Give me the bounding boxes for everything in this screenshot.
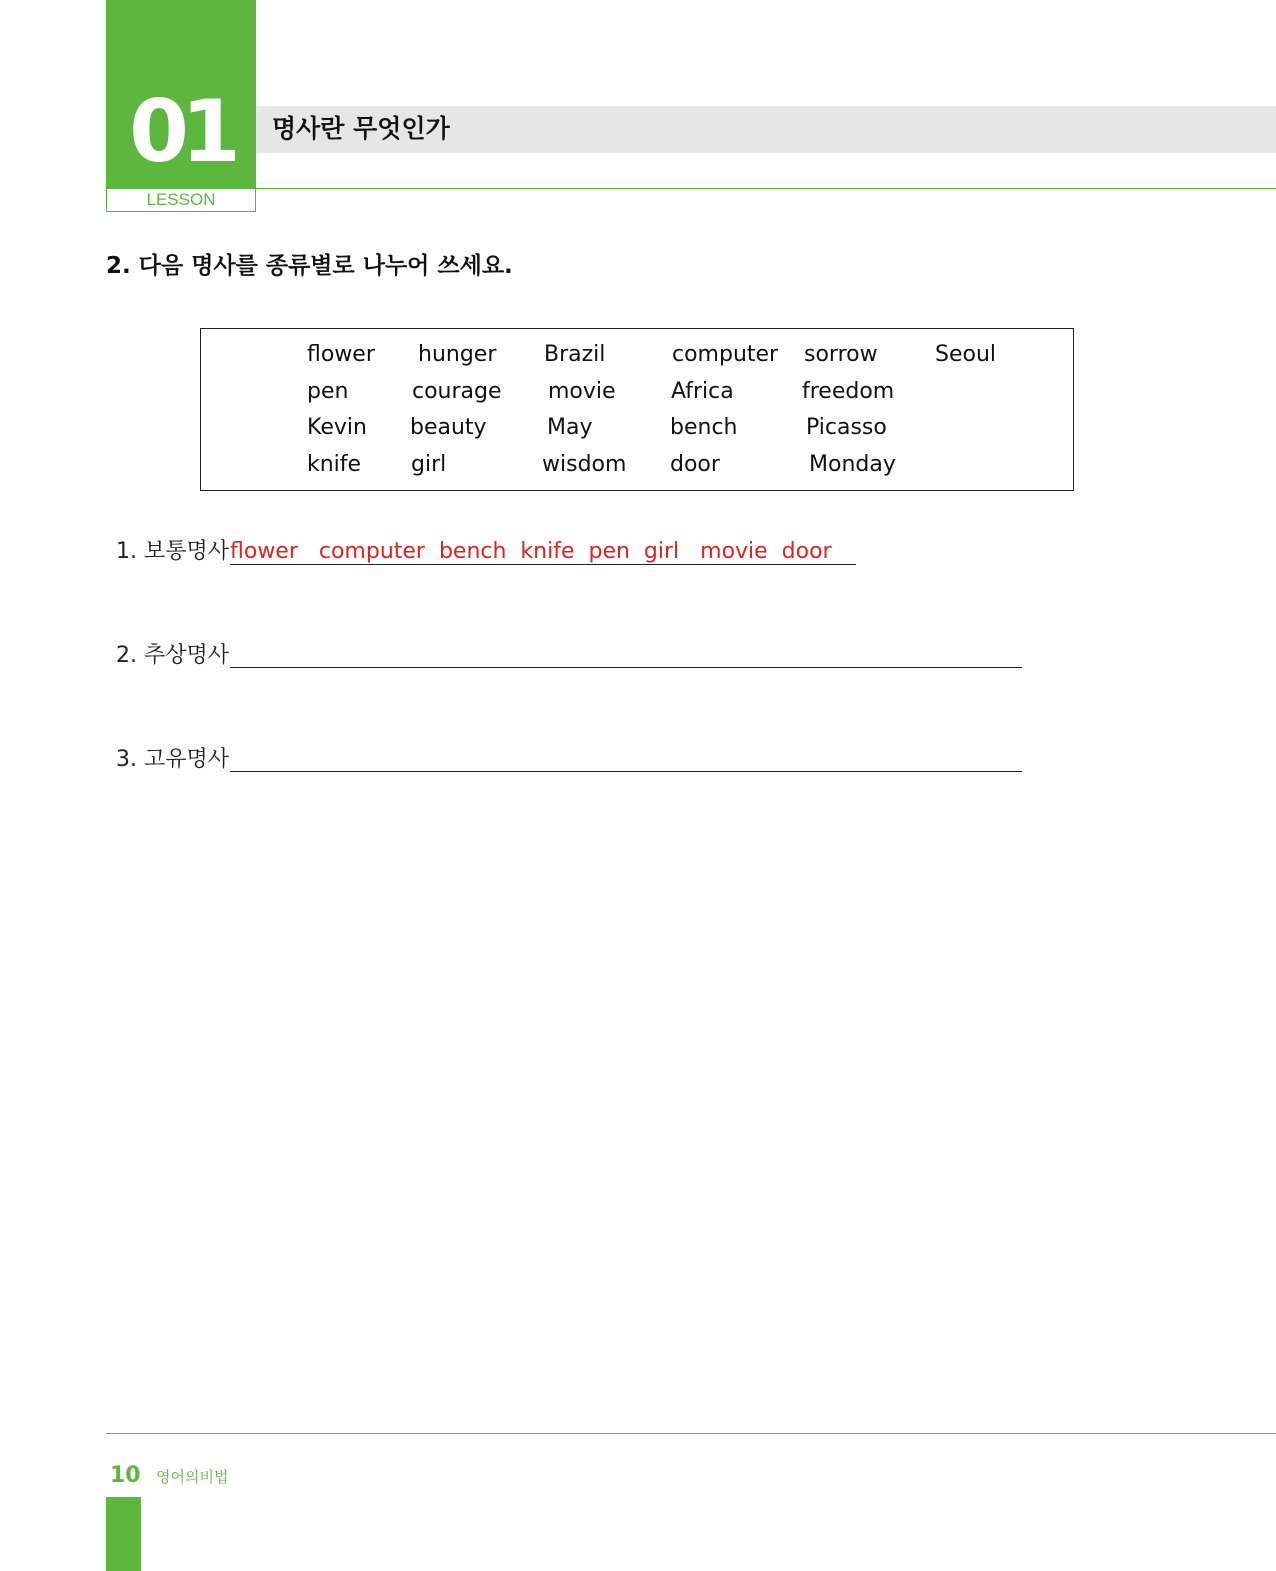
word-item: knife [307,452,362,477]
word-item: bench [670,415,738,440]
word-item: hunger [418,342,497,367]
word-item: computer [672,342,779,367]
footer-tab [106,1497,141,1571]
word-item: Brazil [544,342,606,367]
answer-label-proper-nouns: 3. 고유명사 [116,747,229,772]
page-title: 명사란 무엇인가 [272,114,450,143]
word-item: beauty [410,415,487,440]
word-item: door [670,452,720,477]
answer-label-common-nouns: 1. 보통명사 [116,539,229,564]
word-item: courage [412,379,502,404]
word-item: Picasso [806,415,887,440]
word-item: Africa [671,379,734,404]
word-item: wisdom [542,452,627,477]
answer-line-proper-nouns [230,771,1022,772]
word-item: movie [548,379,616,404]
title-band [256,106,1276,153]
word-item: flower [307,342,375,367]
lesson-number-block [106,0,256,188]
footer-divider [106,1433,1276,1434]
header-divider [256,188,1276,189]
word-item: Kevin [307,415,367,440]
lesson-label: LESSON [106,188,256,212]
word-item: girl [411,452,447,477]
word-item: May [547,415,593,440]
word-item: Monday [809,452,896,477]
page-number: 10 [110,1463,141,1488]
answer-label-abstract-nouns: 2. 추상명사 [116,643,229,668]
question-heading: 2. 다음 명사를 종류별로 나누어 쓰세요. [106,253,513,279]
answer-common-nouns[interactable]: flower computer bench knife pen girl movie door [230,539,832,564]
lesson-number: 01 [129,82,233,182]
answer-line-abstract-nouns [230,667,1022,668]
answer-line-common-nouns [230,564,856,565]
word-item: sorrow [804,342,878,367]
book-title: 영어의비법 [156,1468,229,1486]
word-item: pen [307,379,349,404]
word-item: freedom [802,379,895,404]
word-item: Seoul [935,342,997,367]
word-box [200,328,1074,491]
